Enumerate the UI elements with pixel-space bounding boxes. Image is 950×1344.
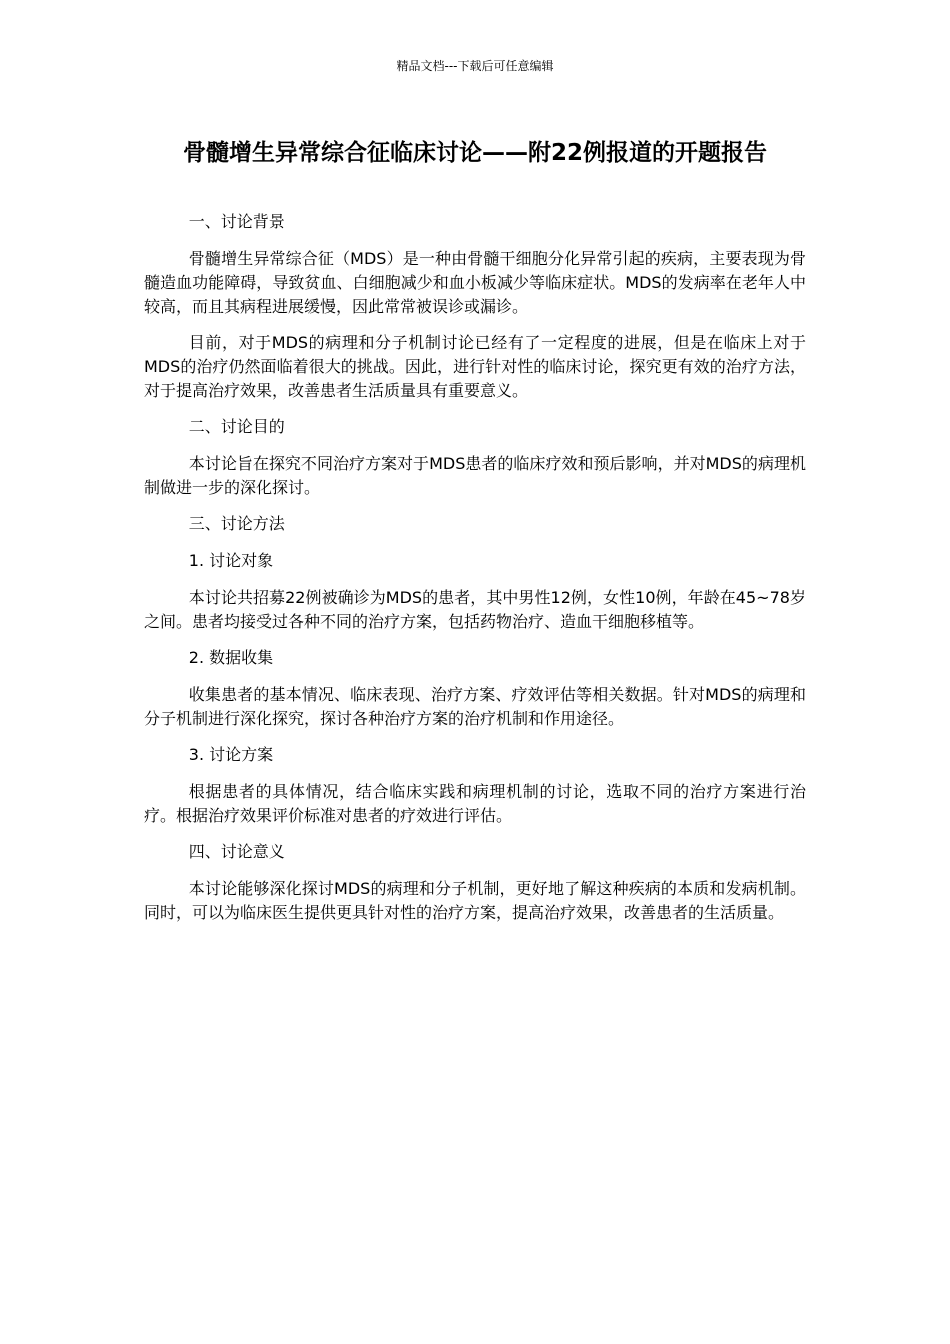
- paragraph-background-2: 目前，对于MDS的病理和分子机制讨论已经有了一定程度的进展，但是在临床上对于MDS的治疗仍然面临着很大的挑战。因此，进行针对性的临床讨论，探究更有效的治疗方法，对于提高治疗效果，改善患者生活质量具有重要意义。: [144, 333, 806, 400]
- paragraph-purpose: 本讨论旨在探究不同治疗方案对于MDS患者的临床疗效和预后影响，并对MDS的病理机制做进一步的深化探讨。: [144, 454, 806, 497]
- paragraph-subjects: 本讨论共招募22例被确诊为MDS的患者，其中男性12例，女性10例，年龄在45~78岁之间。患者均接受过各种不同的治疗方案，包括药物治疗、造血干细胞移植等。: [144, 588, 806, 631]
- section-heading-significance: 四、讨论意义: [188, 842, 285, 861]
- paragraph-significance: 本讨论能够深化探讨MDS的病理和分子机制，更好地了解这种疾病的本质和发病机制。同时，可以为临床医生提供更具针对性的治疗方案，提高治疗效果，改善患者的生活质量。: [144, 879, 806, 922]
- subheading-subjects: 1. 讨论对象: [188, 551, 274, 570]
- paragraph-data-collection: 收集患者的基本情况、临床表现、治疗方案、疗效评估等相关数据。针对MDS的病理和分子机制进行深化探究，探讨各种治疗方案的治疗机制和作用途径。: [144, 685, 806, 728]
- document-title: 骨髓增生异常综合征临床讨论——附22例报道的开题报告: [182, 140, 767, 166]
- subheading-data-collection: 2. 数据收集: [188, 648, 274, 667]
- document-body: [144, 210, 806, 937]
- section-heading-methods: 三、讨论方法: [188, 514, 285, 533]
- paragraph-background-1: 骨髓增生异常综合征（MDS）是一种由骨髓干细胞分化异常引起的疾病，主要表现为骨髓造血功能障碍，导致贫血、白细胞减少和血小板减少等临床症状。MDS的发病率在老年人中较高，而且其病程进展缓慢，因此常常被误诊或漏诊。: [144, 249, 806, 316]
- section-heading-purpose: 二、讨论目的: [188, 417, 285, 436]
- section-heading-background: 一、讨论背景: [188, 212, 285, 231]
- paragraph-plan: 根据患者的具体情况，结合临床实践和病理机制的讨论，选取不同的治疗方案进行治疗。根据治疗效果评价标准对患者的疗效进行评估。: [144, 782, 806, 825]
- header-note: 精品文档---下载后可任意编辑: [396, 59, 554, 73]
- subheading-plan: 3. 讨论方案: [188, 745, 274, 764]
